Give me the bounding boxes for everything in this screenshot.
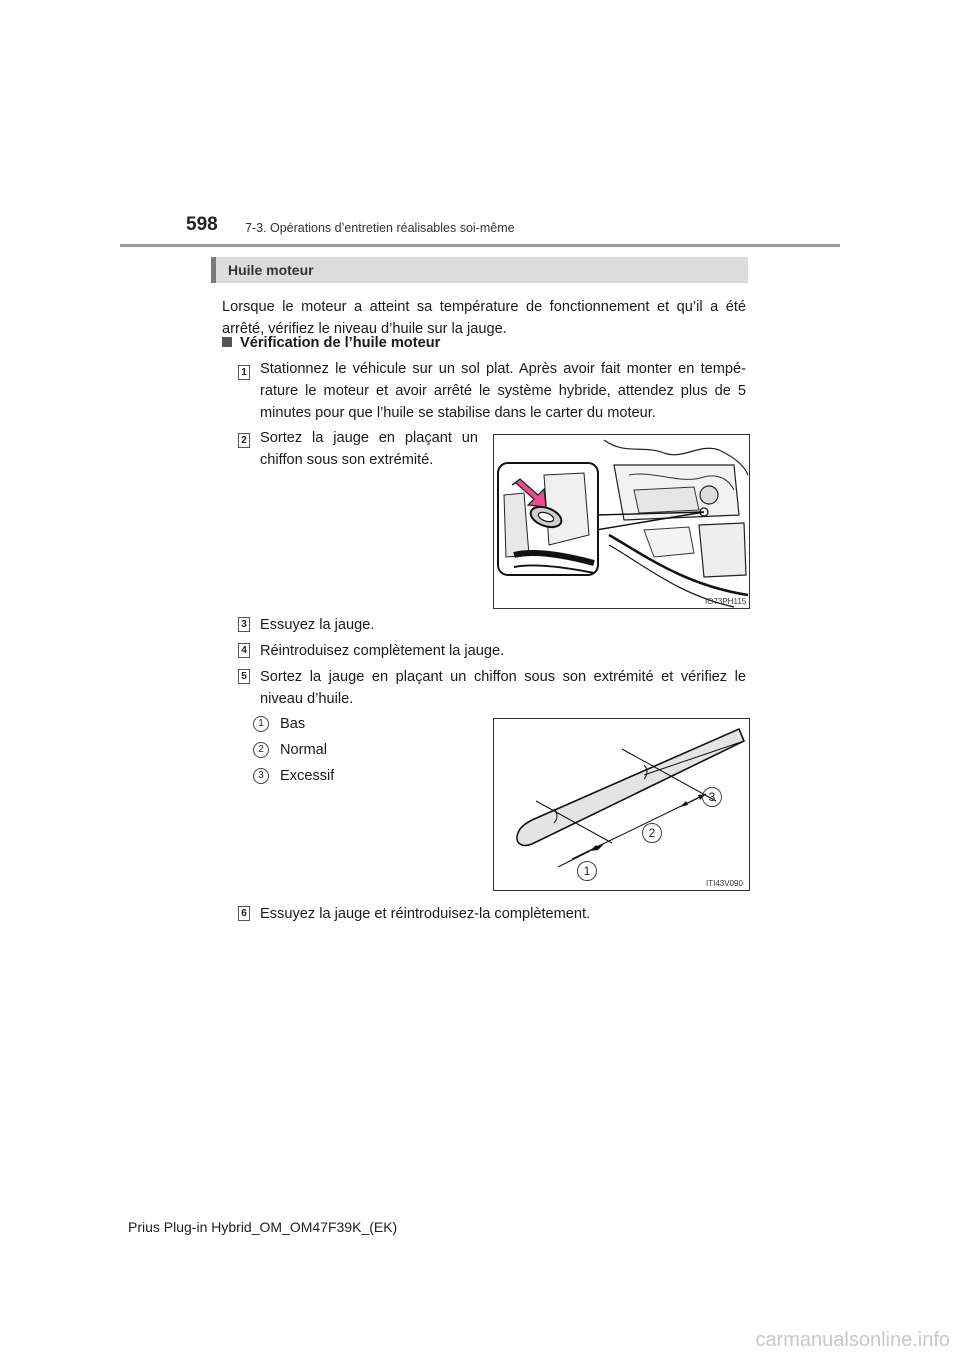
level-marker: 1 xyxy=(253,716,269,732)
square-bullet-icon xyxy=(222,337,232,347)
step-text: Sortez la jauge en plaçant un chiffon sous son extrémité. xyxy=(260,430,478,468)
step-number-badge: 2 xyxy=(238,433,250,448)
step-text: Réintroduisez complètement la jauge. xyxy=(260,643,505,659)
step-text: Sortez la jauge en plaçant un chiffon sous son extrémité et vérifiez le niveau d’huile. xyxy=(260,669,746,707)
step-text: Essuyez la jauge et réintroduisez-la complètement. xyxy=(260,906,591,922)
page-number: 598 xyxy=(186,214,218,235)
dipstick-figure xyxy=(493,718,750,891)
level-label: Excessif xyxy=(280,768,335,784)
step-text: Essuyez la jauge. xyxy=(260,617,375,633)
figure-code: ITI43V090 xyxy=(706,879,743,888)
section-title: Huile moteur xyxy=(228,262,314,278)
figure-marker: 1 xyxy=(577,861,597,881)
footer-doc-id: Prius Plug-in Hybrid_OM_OM47F39K_(EK) xyxy=(128,1219,398,1235)
step-number-badge: 6 xyxy=(238,906,250,921)
figure-marker: 2 xyxy=(642,823,662,843)
subheading-label: Vérification de l’huile moteur xyxy=(240,335,441,351)
step-number-badge: 1 xyxy=(238,365,250,380)
step-number-badge: 3 xyxy=(238,617,250,632)
subheading xyxy=(222,335,440,351)
level-label: Normal xyxy=(280,742,328,758)
level-marker: 3 xyxy=(253,768,269,784)
step-number-badge: 5 xyxy=(238,669,250,684)
intro-paragraph: Lorsque le moteur a atteint sa température de fonctionnement et qu’il a été arrêté, vérifiez le niveau d’huile sur la jauge. xyxy=(222,299,746,337)
figure-code: IO73PH115 xyxy=(705,597,747,606)
header-rule xyxy=(120,244,840,247)
engine-figure xyxy=(493,434,750,609)
watermark: carmanualsonline.info xyxy=(755,1329,950,1351)
engine-illustration xyxy=(494,435,749,608)
level-label: Bas xyxy=(280,716,306,732)
step-number-badge: 4 xyxy=(238,643,250,658)
step-text: Stationnez le véhicule sur un sol plat. Après avoir fait monter en tempé-rature le moteur et avoir arrêté le système hybride, attendez plus de 5 minutes pour que l’huile se stabilise dans le carter du moteur. xyxy=(260,361,746,421)
section-path: 7-3. Opérations d’entretien réalisables soi-même xyxy=(245,221,515,235)
section-heading xyxy=(211,257,748,283)
figure-marker: 3 xyxy=(702,787,722,807)
level-marker: 2 xyxy=(253,742,269,758)
